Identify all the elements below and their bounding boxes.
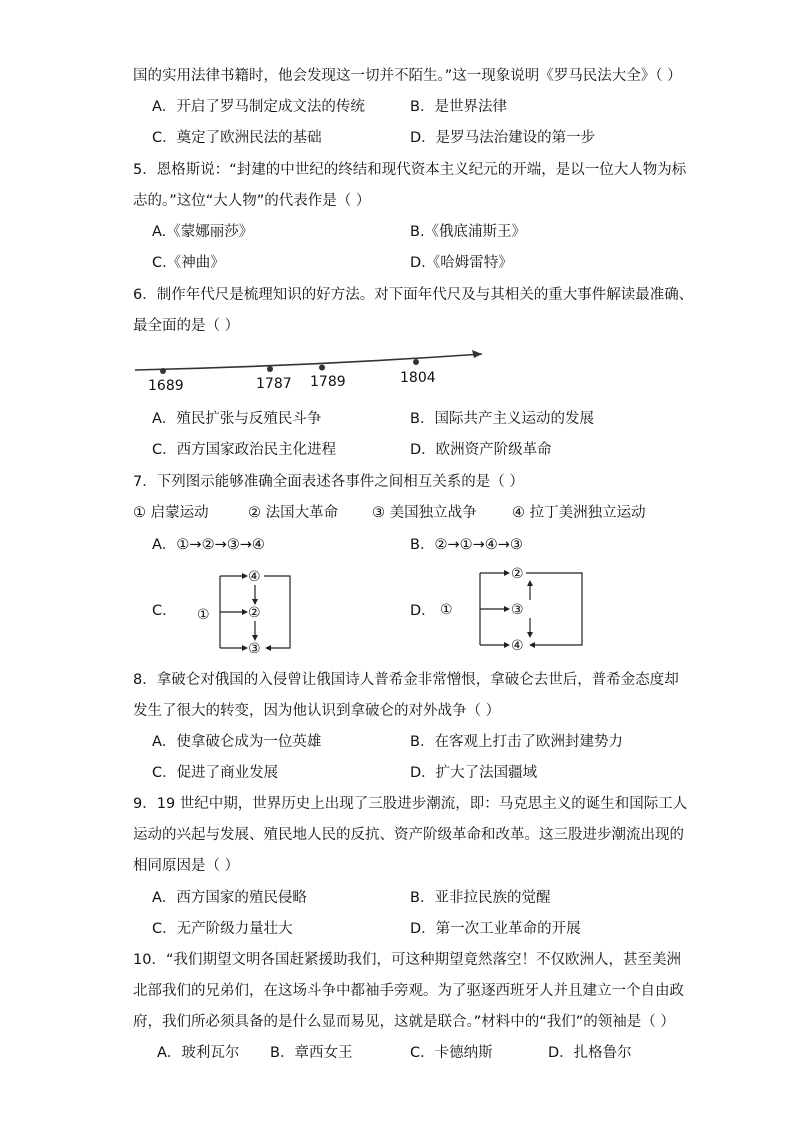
q9-stem-line1: 9．19 世纪中期，世界历史上出现了三股进步潮流，即：马克思主义的诞生和国际工人 xyxy=(133,796,688,812)
q8-option-a[interactable]: A．使拿破仑成为一位英雄 xyxy=(152,734,322,750)
q4-option-c[interactable]: C．奠定了欧洲民法的基础 xyxy=(152,130,322,146)
diagram-c-svg xyxy=(190,565,300,661)
q8-stem-line2: 发生了很大的转变，因为他认识到拿破仑的对外战争（ ） xyxy=(133,703,501,719)
diagram-d-circle-1: ① xyxy=(440,602,453,618)
q10-option-c[interactable]: C．卡德纳斯 xyxy=(410,1045,493,1061)
timeline-point-1689 xyxy=(160,368,166,374)
q6-stem-line2: 最全面的是（ ） xyxy=(133,318,240,334)
q5-option-d[interactable]: D.《哈姆雷特》 xyxy=(410,255,513,271)
q6-option-c[interactable]: C．西方国家政治民主化进程 xyxy=(152,442,337,458)
q4-option-b[interactable]: B．是世界法律 xyxy=(410,99,507,115)
timeline-point-1789 xyxy=(319,365,325,371)
timeline-year-1789: 1789 xyxy=(310,374,346,390)
diagram-c-right-loop xyxy=(264,576,290,648)
q4-option-a[interactable]: A．开启了罗马制定成文法的传统 xyxy=(152,99,365,115)
q9-option-c[interactable]: C．无产阶级力量壮大 xyxy=(152,921,293,937)
timeline-year-1787: 1787 xyxy=(256,376,292,392)
q9-option-a[interactable]: A．西方国家的殖民侵略 xyxy=(152,890,307,906)
diagram-c-circle-1: ① xyxy=(197,607,210,623)
q8-option-b[interactable]: B．在客观上打击了欧洲封建势力 xyxy=(410,734,623,750)
diagram-c-circle-2: ② xyxy=(248,605,261,621)
q9-stem-line3: 相同原因是（ ） xyxy=(133,858,240,874)
q7-option-a[interactable]: A．①→②→③→④ xyxy=(152,537,265,553)
q10-option-d[interactable]: D．扎格鲁尔 xyxy=(548,1045,632,1061)
q7-diagram-c[interactable] xyxy=(190,565,300,665)
q10-stem-line1: 10．“我们期望文明各国赶紧援助我们，可这种期望竟然落空！不仅欧洲人，甚至美洲 xyxy=(133,952,681,968)
diagram-d-svg xyxy=(440,562,590,658)
q5-option-c[interactable]: C.《神曲》 xyxy=(152,255,225,271)
diagram-d-circle-2: ② xyxy=(511,566,524,582)
diagram-c-circle-3: ③ xyxy=(248,641,261,657)
q7-diagram-d[interactable] xyxy=(440,562,590,662)
timeline-arrowhead xyxy=(472,350,482,358)
diagram-c-circle-4: ④ xyxy=(248,569,261,585)
q5-option-a[interactable]: A.《蒙娜丽莎》 xyxy=(152,224,254,240)
q6-timeline xyxy=(130,340,490,400)
diagram-d-right-loop xyxy=(526,573,582,645)
timeline-point-1787 xyxy=(267,366,273,372)
q9-stem-line2: 运动的兴起与发展、殖民地人民的反抗、资产阶级革命和改革。这三股进步潮流出现的 xyxy=(133,827,684,843)
q5-stem-line2: 志的。”这位“大人物”的代表作是（ ） xyxy=(133,193,371,209)
q10-option-b[interactable]: B．章西女王 xyxy=(270,1045,353,1061)
q6-option-a[interactable]: A．殖民扩张与反殖民斗争 xyxy=(152,411,322,427)
q9-option-b[interactable]: B．亚非拉民族的觉醒 xyxy=(410,890,551,906)
q4-option-d[interactable]: D．是罗马法治建设的第一步 xyxy=(410,130,596,146)
diagram-d-circle-4: ④ xyxy=(511,638,524,654)
q6-stem-line1: 6．制作年代尺是梳理知识的好方法。对下面年代尺及与其相关的重大事件解读最准确、 xyxy=(133,287,694,303)
q10-option-a[interactable]: A．玻利瓦尔 xyxy=(157,1045,240,1061)
timeline-year-1804: 1804 xyxy=(400,370,436,386)
q10-stem-line3: 府，我们所必须具备的是什么显而易见，这就是联合。”材料中的“我们”的领袖是（ ） xyxy=(133,1014,675,1030)
q7-stem: 7．下列图示能够准确全面表述各事件之间相互关系的是（ ） xyxy=(133,474,524,490)
q5-stem-line1: 5．恩格斯说：“封建的中世纪的终结和现代资本主义纪元的开端，是以一位大人物为标 xyxy=(133,162,687,178)
q7-event-2: ② 法国大革命 xyxy=(248,505,339,521)
diagram-d-up-arrow xyxy=(527,580,533,586)
q8-option-d[interactable]: D．扩大了法国疆域 xyxy=(410,765,538,781)
q7-option-c-label[interactable]: C． xyxy=(152,603,177,619)
diagram-d-circle-3: ③ xyxy=(511,602,524,618)
timeline-year-1689: 1689 xyxy=(148,378,184,394)
q5-option-b[interactable]: B.《俄底浦斯王》 xyxy=(410,224,527,240)
q7-event-3: ③ 美国独立战争 xyxy=(372,505,477,521)
q7-event-4: ④ 拉丁美洲独立运动 xyxy=(512,505,646,521)
q8-option-c[interactable]: C．促进了商业发展 xyxy=(152,765,279,781)
q6-option-d[interactable]: D．欧洲资产阶级革命 xyxy=(410,442,552,458)
diagram-d-down-arrow xyxy=(527,632,533,638)
q8-stem-line1: 8．拿破仑对俄国的入侵曾让俄国诗人普希金非常憎恨，拿破仑去世后，普希金态度却 xyxy=(133,672,679,688)
q4-stem: 国的实用法律书籍时，他会发现这一切并不陌生。”这一现象说明《罗马民法大全》（ ） xyxy=(133,68,682,84)
q7-event-1: ① 启蒙运动 xyxy=(133,505,209,521)
timeline-point-1804 xyxy=(413,359,419,365)
q9-option-d[interactable]: D．第一次工业革命的开展 xyxy=(410,921,581,937)
timeline-svg xyxy=(130,340,490,400)
timeline-axis xyxy=(135,354,482,370)
q10-stem-line2: 北部我们的兄弟们，在这场斗争中都袖手旁观。为了驱逐西班牙人并且建立一个自由政 xyxy=(133,983,684,999)
q7-option-d-label[interactable]: D． xyxy=(410,603,436,619)
q6-option-b[interactable]: B．国际共产主义运动的发展 xyxy=(410,411,594,427)
q7-option-b[interactable]: B．②→①→④→③ xyxy=(410,537,523,553)
